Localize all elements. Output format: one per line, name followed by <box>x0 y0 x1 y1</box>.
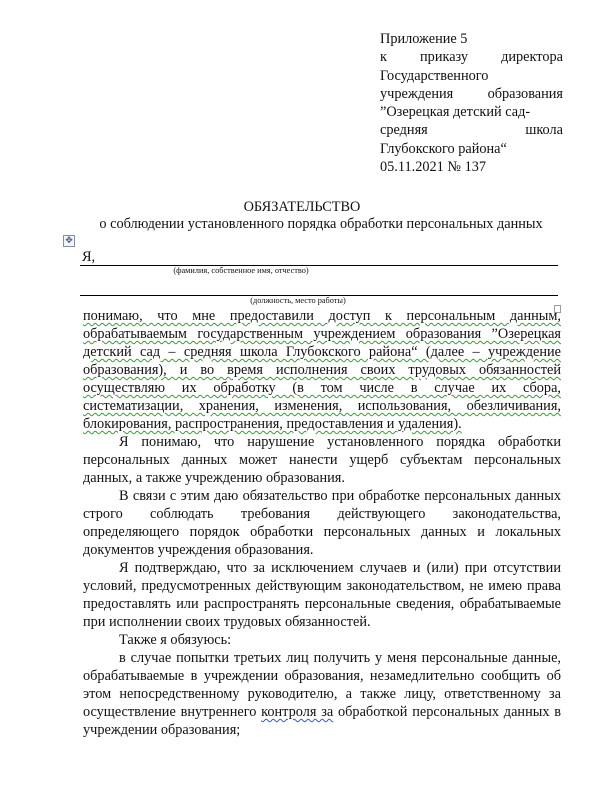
paragraph-text: осуществляю их обработку (в том числе в случае их сбора, <box>83 380 561 396</box>
document-body <box>83 307 561 739</box>
annex-word: приказу <box>420 49 469 66</box>
position-caption: (должность, место работы) <box>250 296 346 305</box>
paragraph-line <box>83 325 561 343</box>
paragraph-line <box>83 397 561 415</box>
annex-word: к <box>380 49 387 66</box>
annex-word: директора <box>501 49 563 66</box>
fill-in-prefix: Я, <box>82 249 96 265</box>
paragraph-line <box>83 415 561 433</box>
paragraph-text: понимаю, что мне предоставили доступ к персональным данным, <box>83 308 561 324</box>
annex-number: Приложение 5 <box>380 31 468 47</box>
annex-line: ”Озерецкая детский сад- <box>380 104 531 121</box>
annex-line <box>380 85 563 103</box>
paragraph: В связи с этим даю обязательство при обработке персональных данных строго соблюдать требования действующего законодательства, определяющего порядок обработки персональных данных и локальных документов учреждения образования. <box>83 488 561 558</box>
annex-line: Глубокского района“ <box>380 140 507 157</box>
paragraph-text: обработкой персональных данных в учреждении образования; <box>83 704 562 738</box>
paragraph: Также я обязуюсь: <box>119 632 232 648</box>
annex-word: средняя <box>380 122 428 139</box>
annex-line: Государственного <box>380 67 489 84</box>
annex-header <box>380 30 563 176</box>
annex-word: образования <box>487 85 563 102</box>
document-title: ОБЯЗАТЕЛЬСТВО <box>243 199 361 215</box>
annex-order-line <box>380 48 563 66</box>
paragraph-text: образования), и во время исполнения своих трудовых обязанностей <box>83 362 561 378</box>
paragraph-text: блокирования, распространения, предоставления и удаления). <box>83 416 462 432</box>
paragraph-text: в случае попытки третьих лиц получить у меня персональные данные, обрабатываемые в учреждении образования, незамедлительно сообщить об этом непосредственному руководителю, а также лицу, ответственному за осуществление внутреннего <box>83 650 561 720</box>
paragraph-text: обрабатываемым государственным учреждением образования ”Озерецкая <box>83 326 561 342</box>
paragraph-line <box>83 361 561 379</box>
document-subtitle: о соблюдении установленного порядка обработки персональных данных <box>99 216 543 232</box>
table-move-handle-icon[interactable]: ✥ <box>63 235 75 247</box>
paragraph-line <box>83 343 561 361</box>
annex-line <box>380 121 563 139</box>
paragraph-line <box>83 307 561 325</box>
annex-word: учреждения <box>380 85 454 102</box>
grammar-underlined-text: контроля за <box>261 704 334 720</box>
paragraph-text: детский сад – средняя школа Глубокского района“ (далее – учреждение <box>83 344 561 360</box>
annex-date: 05.11.2021 № 137 <box>380 159 487 176</box>
paragraph-text: систематизации, хранения, изменения, использования, обезличивания, <box>83 398 561 414</box>
paragraph: Я понимаю, что нарушение установленного порядка обработки персональных данных может нанести ущерб субъектам персональных данных, а также учреждению образования. <box>83 434 561 486</box>
name-caption: (фамилия, собственное имя, отчество) <box>173 266 309 275</box>
paragraph-line <box>83 379 561 397</box>
annex-word: школа <box>525 122 563 139</box>
paragraph <box>83 649 561 739</box>
paragraph: Я подтверждаю, что за исключением случаев и (или) при отсутствии условий, предусмотренных действующим законодательством, не имею права предоставлять или распространять персональные сведения, обрабатываемые при исполнении своих трудовых обязанностей. <box>83 560 561 630</box>
